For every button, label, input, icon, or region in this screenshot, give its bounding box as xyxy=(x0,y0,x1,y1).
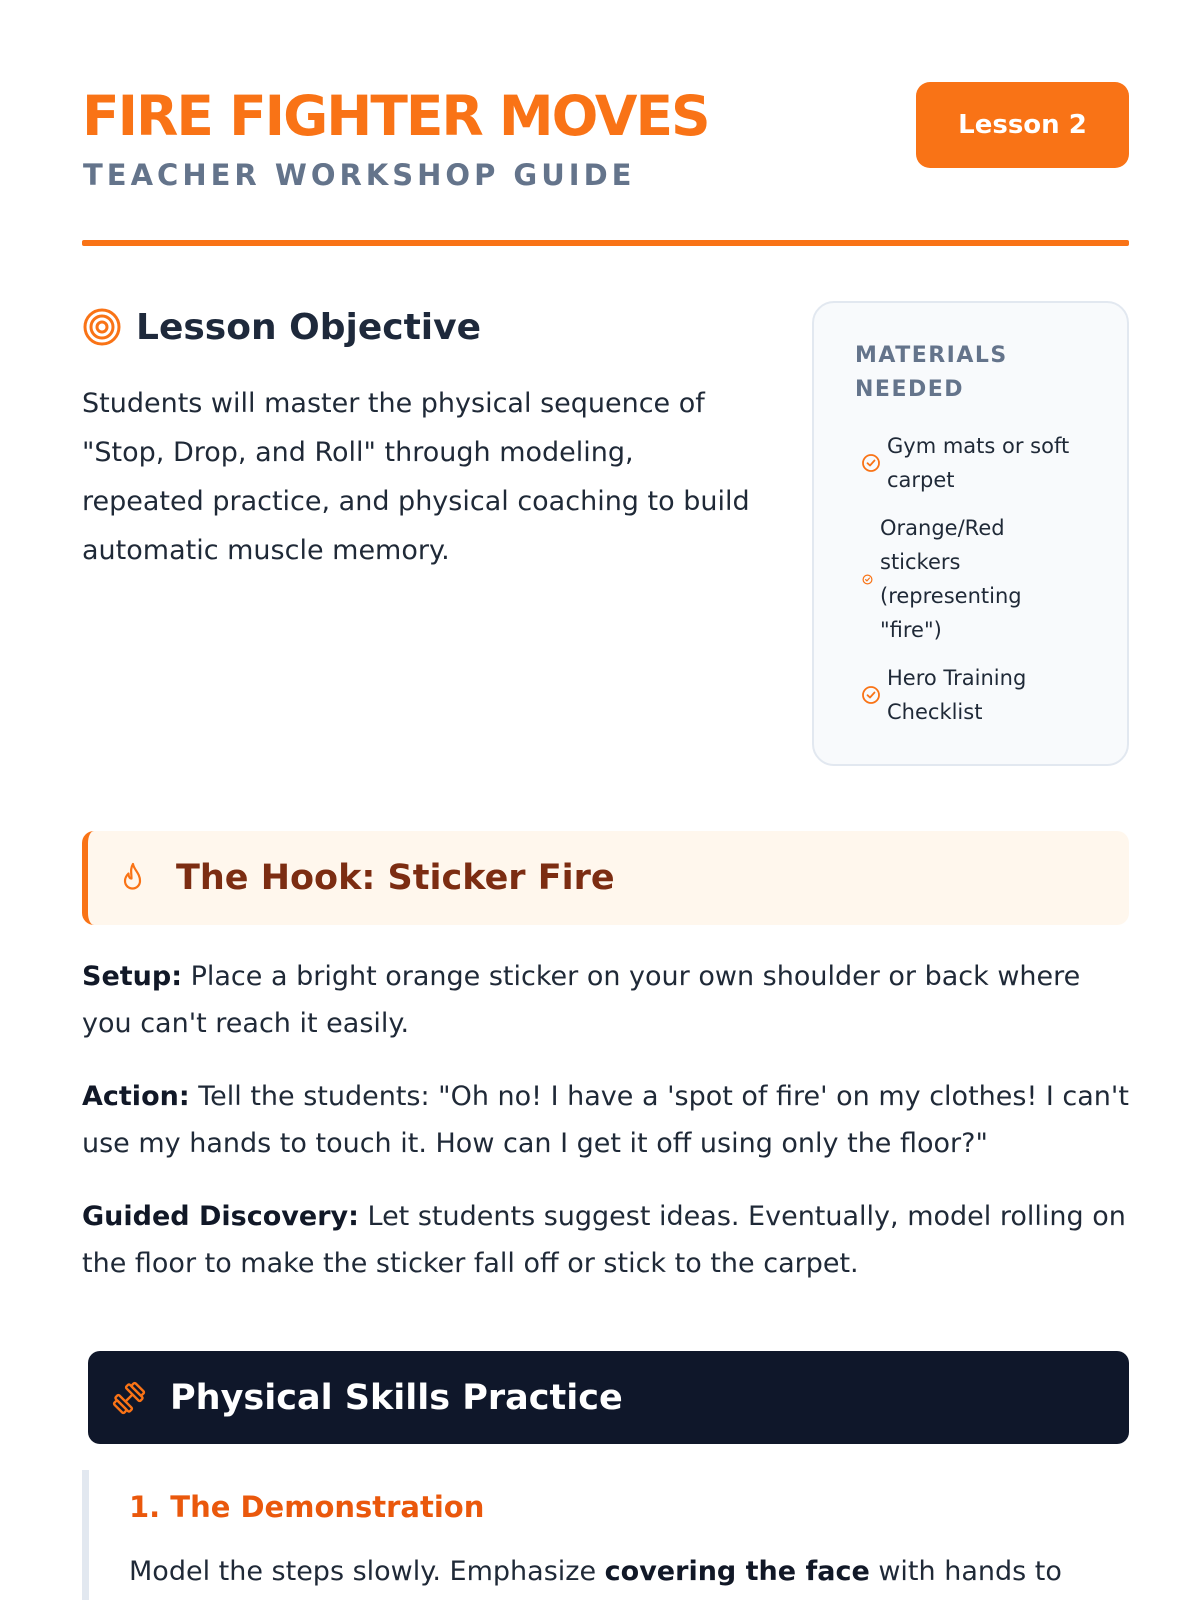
step-text-part: with hands to xyxy=(869,1556,1062,1587)
page-header xyxy=(82,82,1129,252)
objective-heading xyxy=(82,303,762,351)
dumbbell-icon xyxy=(110,1379,148,1417)
paragraph-label: Action: xyxy=(82,1081,190,1112)
materials-item xyxy=(855,661,1097,729)
paragraph-text: Tell the students: "Oh no! I have a 'spot of fire' on my clothes! I can't use my hands to touch it. How can I get it off using only the floor?" xyxy=(82,1081,1129,1159)
materials-item-label: Orange/Red stickers (representing "fire") xyxy=(880,516,1022,642)
skills-banner xyxy=(88,1351,1129,1444)
materials-item xyxy=(855,429,1097,497)
target-icon xyxy=(82,307,122,347)
objective-text: Students will master the physical sequence of "Stop, Drop, and Roll" through modeling, repeated practice, and physical coaching to build automatic muscle memory. xyxy=(82,388,750,566)
step-text-emphasis: covering the face xyxy=(604,1556,870,1587)
hook-discovery-paragraph xyxy=(82,1193,1129,1287)
check-circle-icon xyxy=(855,574,880,585)
step-title: 1. The Demonstration xyxy=(129,1490,485,1524)
hook-banner xyxy=(82,831,1129,925)
page-title: FIRE FIGHTER MOVES xyxy=(82,84,709,148)
skills-title: Physical Skills Practice xyxy=(170,1377,623,1418)
hook-setup-paragraph xyxy=(82,953,1129,1047)
paragraph-label: Setup: xyxy=(82,961,183,992)
paragraph-label: Guided Discovery: xyxy=(82,1201,359,1232)
lesson-guide-page xyxy=(82,0,1129,1600)
materials-card xyxy=(812,301,1129,766)
flame-icon xyxy=(116,861,150,895)
page-subtitle: TEACHER WORKSHOP GUIDE xyxy=(83,158,636,192)
skill-step xyxy=(82,1470,1129,1600)
check-circle-icon xyxy=(855,453,887,473)
objective-section xyxy=(82,303,762,575)
materials-item-label: Hero Training Checklist xyxy=(887,666,1027,724)
objective-title: Lesson Objective xyxy=(136,306,482,348)
check-circle-icon xyxy=(855,685,887,705)
step-text xyxy=(129,1548,1129,1595)
step-text-part: Model the steps slowly. Emphasize xyxy=(129,1556,605,1587)
materials-item xyxy=(855,511,1097,647)
header-divider xyxy=(82,240,1129,246)
materials-list xyxy=(855,429,1097,729)
materials-item-label: Gym mats or soft carpet xyxy=(887,434,1070,492)
lesson-badge: Lesson 2 xyxy=(916,82,1129,168)
hook-action-paragraph xyxy=(82,1073,1129,1167)
hook-title: The Hook: Sticker Fire xyxy=(176,858,615,898)
paragraph-text: Let students suggest ideas. Eventually, model rolling on the floor to make the sticker fall off or stick to the carpet. xyxy=(82,1201,1126,1279)
materials-title: MATERIALS NEEDED xyxy=(855,343,1008,402)
paragraph-text: Place a bright orange sticker on your own shoulder or back where you can't reach it easily. xyxy=(82,961,1081,1039)
